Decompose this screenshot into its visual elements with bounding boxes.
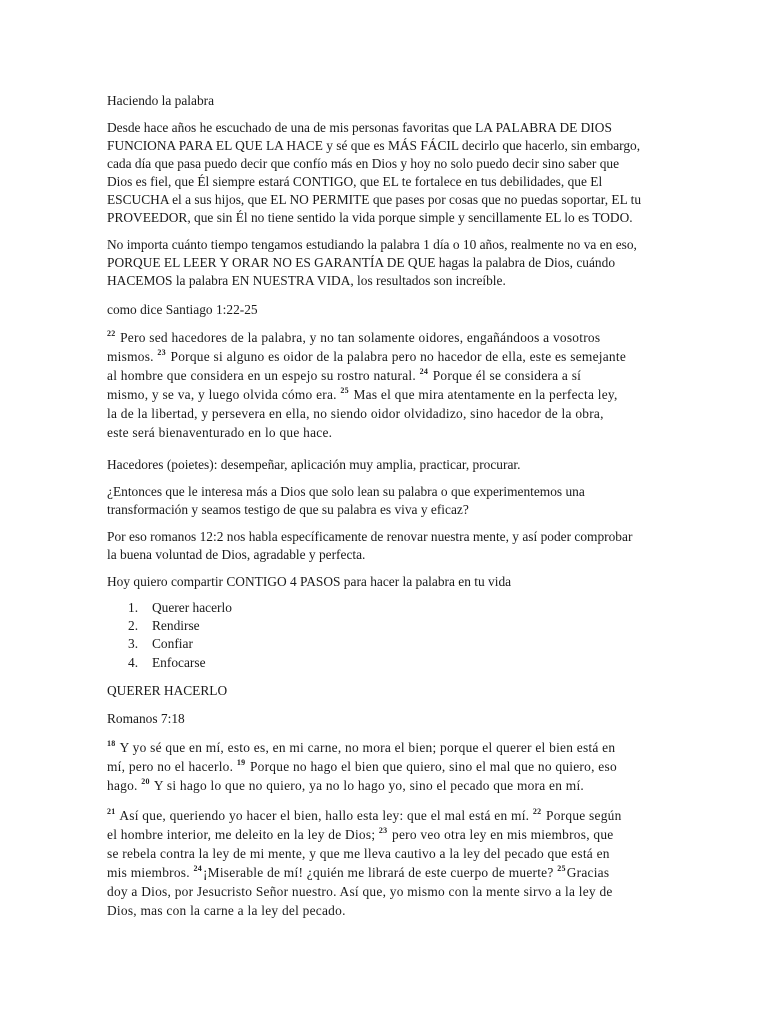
verse-line: doy a Dios, por Jesucristo Señor nuestro. Así que, yo mismo con la mente sirvo a la ley de	[107, 884, 613, 899]
verse-number: 23	[378, 826, 388, 835]
list-item	[107, 617, 232, 635]
verse-number: 19	[236, 758, 246, 767]
verse-number: 24	[419, 367, 429, 376]
text-line: cada día que pasa puedo decir que confío más en Dios y hoy no solo puedo decir sino saber que	[107, 156, 620, 171]
verse-line	[107, 366, 581, 386]
list-number: 2.	[128, 618, 139, 634]
list-item-label: Rendirse	[152, 618, 200, 634]
verse-number: 22	[532, 807, 542, 816]
verse-text: ¡Miserable de mí! ¿quién me librará de este cuerpo de muerte?	[202, 865, 554, 880]
verse-number: 18	[107, 739, 116, 748]
verse-line	[107, 347, 626, 367]
verse-text: al hombre que considera en un espejo su rostro natural.	[107, 368, 416, 383]
verse-number: 23	[157, 348, 166, 357]
verse-line	[107, 328, 600, 348]
verse-text: mis miembros.	[107, 865, 190, 880]
list-item	[107, 654, 232, 672]
verse-line: Dios, mas con la carne a la ley del pecado.	[107, 903, 346, 918]
verse-line	[107, 806, 622, 826]
text-line: ESCUCHA el a sus hijos, que EL NO PERMITE que pases por cosas que no puedas soportar, EL tu	[107, 192, 642, 207]
verse-text: Porque si alguno es oidor de la palabra pero no hacedor de ella, este es semejante	[170, 349, 627, 364]
list-item-label: Confiar	[152, 636, 193, 652]
text-line: PROVEEDOR, que sin Él no tiene sentido la vida porque simple y sencillamente EL lo es TODO.	[107, 210, 633, 225]
verse-text: pero veo otra ley en mis miembros, que	[392, 827, 614, 842]
verse-text: mismos.	[107, 349, 154, 364]
verse-text: Y yo sé que en mí, esto es, en mi carne, no mora el bien; porque el querer el bien está en	[119, 740, 616, 755]
text-line: transformación y seamos testigo de que su palabra es viva y eficaz?	[107, 502, 469, 517]
document-title: Haciendo la palabra	[107, 93, 215, 108]
text-line: Por eso romanos 12:2 nos habla específicamente de renovar nuestra mente, y así poder comprobar	[107, 529, 633, 544]
list-number: 1.	[128, 600, 139, 615]
verse-text: el hombre interior, me deleito en la ley de Dios;	[107, 827, 376, 842]
text-line: ¿Entonces que le interesa más a Dios que solo lean su palabra o que experimentemos una	[107, 484, 585, 499]
steps-list	[107, 599, 232, 672]
verse-number: 24	[193, 864, 202, 873]
verse-text: Pero sed hacedores de la palabra, y no tan solamente oidores, engañándoos a vosotros	[120, 330, 601, 345]
verse-text: mí, pero no el hacerlo.	[107, 759, 234, 774]
verse-text: Mas el que mira atentamente en la perfecta ley,	[353, 387, 618, 402]
verse-text: Y si hago lo que no quiero, ya no lo hago yo, sino el pecado que mora en mí.	[153, 778, 585, 793]
verse-line	[107, 825, 613, 845]
verse-text: hago.	[107, 778, 138, 793]
verse-line: este será bienaventurado en lo que hace.	[107, 425, 333, 440]
verse-number: 20	[141, 777, 150, 786]
verse-number: 21	[107, 807, 116, 816]
text-line: PORQUE EL LEER Y ORAR NO ES GARANTÍA DE QUE hagas la palabra de Dios, cuándo	[107, 255, 616, 270]
romanos7-reference: Romanos 7:18	[107, 711, 185, 726]
list-item	[107, 635, 232, 653]
hoy-paragraph: Hoy quiero compartir CONTIGO 4 PASOS para hacer la palabra en tu vida	[107, 574, 512, 589]
text-line: FUNCIONA PARA EL QUE LA HACE y sé que es MÁS FÁCIL decirlo que hacerlo, sin embargo,	[107, 138, 641, 153]
list-number: 3.	[128, 636, 139, 652]
verse-text: Gracias	[566, 865, 610, 880]
verse-number: 25	[340, 386, 349, 395]
verse-line	[107, 738, 615, 758]
list-item-label: Enfocarse	[152, 654, 206, 670]
verse-line	[107, 757, 617, 777]
text-line: Desde hace años he escuchado de una de mis personas favoritas que LA PALABRA DE DIOS	[107, 120, 612, 135]
verse-text: Porque no hago el bien que quiero, sino el mal que no quiero, eso	[249, 759, 617, 774]
text-line: Dios es fiel, que Él siempre estará CONTIGO, que EL te fortalece en tus debilidades, que El	[107, 174, 603, 189]
verse-line: se rebela contra la ley de mi mente, y que me lleva cautivo a la ley del pecado que está en	[107, 846, 610, 861]
text-line: la buena voluntad de Dios, agradable y perfecta.	[107, 547, 366, 562]
verse-text: Así que, queriendo yo hacer el bien, hallo esta ley: que el mal está en mí.	[119, 808, 530, 823]
verse-text: Porque él se considera a sí	[432, 368, 582, 383]
verse-line	[107, 863, 609, 883]
list-number: 4.	[128, 654, 139, 670]
section-heading: QUERER HACERLO	[107, 683, 228, 698]
verse-number: 22	[107, 329, 116, 338]
text-line: No importa cuánto tiempo tengamos estudiando la palabra 1 día o 10 años, realmente no va en eso,	[107, 237, 637, 252]
verse-text: Porque según	[546, 808, 622, 823]
hacedores-definition: Hacedores (poietes): desempeñar, aplicación muy amplia, practicar, procurar.	[107, 457, 521, 472]
list-item	[107, 599, 232, 617]
santiago-reference: como dice Santiago 1:22-25	[107, 302, 258, 317]
verse-line: la de la libertad, y persevera en ella, no siendo oidor olvidadizo, sino hacedor de la obra,	[107, 406, 604, 421]
verse-text: mismo, y se va, y luego olvida cómo era.	[107, 387, 337, 402]
text-line: HACEMOS la palabra EN NUESTRA VIDA, los resultados son increíble.	[107, 273, 506, 288]
list-item-label: Querer hacerlo	[152, 600, 232, 615]
verse-line	[107, 385, 618, 405]
verse-line	[107, 776, 584, 796]
verse-number: 25	[557, 864, 566, 873]
